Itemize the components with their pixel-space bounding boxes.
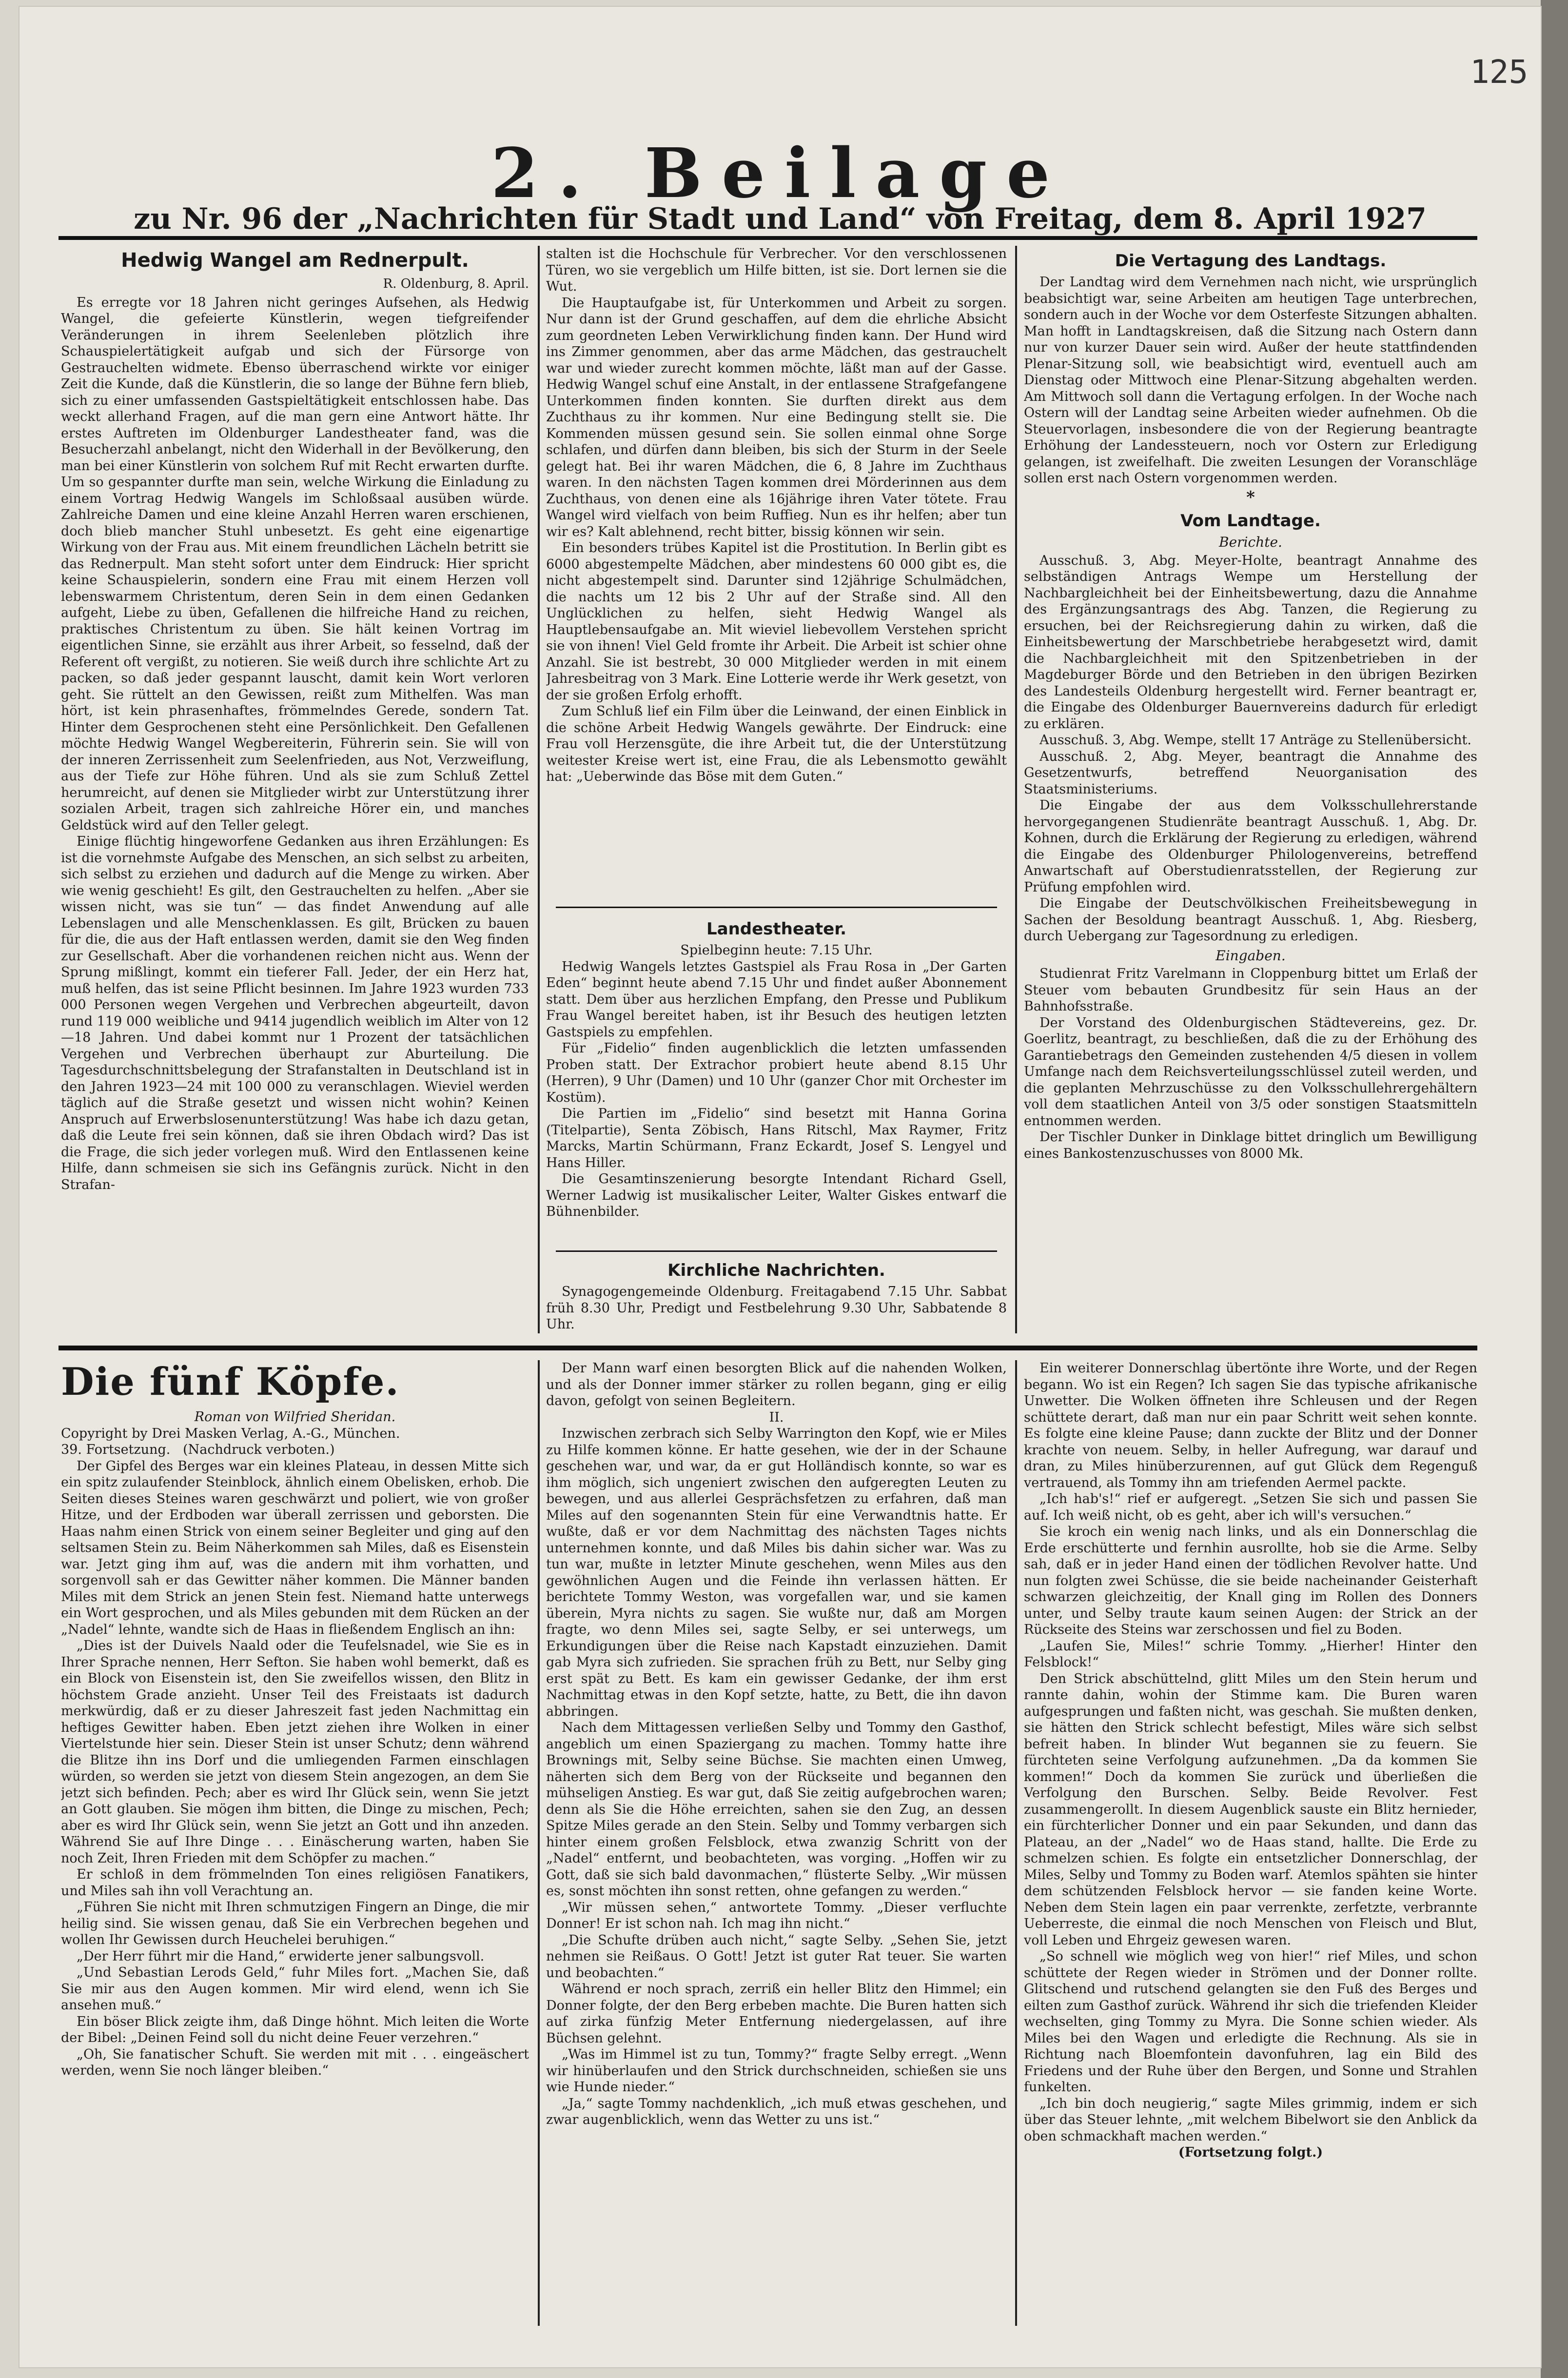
theater-paragraph: Spielbeginn heute: 7.15 Uhr.	[680, 943, 873, 958]
section-rule	[556, 1250, 997, 1252]
feuilleton-rule	[59, 1346, 1477, 1350]
novel-paragraph: Während er noch sprach, zerriß ein heller Blitz den Himmel; ein Donner folgte, der den Berg erbeben machte. Die Buren hatten sich auf zirka fünfzig Meter Entfernung niedergelassen, auf ihre Büchsen gelehnt.	[546, 1982, 1007, 2046]
novel-paragraph: „Der Herr führt mir die Hand,“ erwiderte jener salbungsvoll.	[77, 1948, 485, 1964]
theater-paragraph: Für „Fidelio“ finden augenblicklich die letzten umfassenden Proben statt. Der Extrachor probiert heute abend 8.15 Uhr (Herren), 9 Uhr (Damen) und 10 Uhr (ganzer Chor mit Orchester im Kostüm).	[546, 1041, 1007, 1105]
novel-paragraph: „Führen Sie nicht mit Ihren schmutzigen Fingern an Dinge, die mir heilig sind. Sie wissen genau, daß Sie ein Verbrechen begehen und wollen Ihr Gewissen durch Heuchelei beruhigen.“	[61, 1900, 529, 1947]
column-divider	[1015, 246, 1017, 1333]
landtag-petition: Der Vorstand des Oldenburgischen Städtevereins, gez. Dr. Goerlitz, beantragt, zu beschließen, daß die zu der Erhöhung des Garantiebetrags den Gemeinden zustehenden 4/5 diesen in vollem Umfange nach dem Reichsverteilungsschlüssel zuteil werden, und die geplanten Mehrzuschüsse zu den Volksschullehrergehältern voll dem staatlichen Anteil von 3/5 oder sonstigen Staatsmitteln entnommen werden.	[1024, 1015, 1477, 1129]
novel-paragraph: „So schnell wie möglich weg von hier!“ rief Miles, und schon schüttete der Regen wieder in Strömen und der Donner rollte. Glitschend und rutschend gelangten sie den Fuß des Berges und eilten zum Gasthof zurück. Während ihr sich die triefenden Kleider wechselten, ging Tommy zu Myra. Die Sonne schien wieder. Als Miles bei den Wagen und erledigte die Rechnung. Als sie in Richtung nach Bloemfontein davonfuhren, lag ein Bild des Friedens und der Ruhe über den Bergen, und Sonne und Strahlen funkelten.	[1024, 1949, 1477, 2095]
section-rule	[556, 907, 997, 908]
novel-paragraph: „Ich bin doch neugierig,“ sagte Miles grimmig, indem er sich über das Steuer lehnte, „mit welchem Bibelwort sie den Anblick da oben schmackhaft machen werden.“	[1024, 2096, 1477, 2144]
headline-landtag: Die Vertagung des Landtags.	[1115, 251, 1387, 271]
novel-subtitle: Roman von Wilfried Sheridan.	[194, 1409, 396, 1425]
supplement-title: 2. Beilage	[490, 134, 1070, 214]
theater-paragraph: Hedwig Wangels letztes Gastspiel als Frau Rosa in „Der Garten Eden“ beginnt heute abend 7.15 Uhr und findet außer Abonnement statt. Dem über aus herzlichen Empfang, den Presse und Publikum Frau Wangel bereitet haben, ist ihr Besuch des heutigen letzten Gastspiels zu empfehlen.	[546, 959, 1007, 1040]
theater-paragraph: Die Gesamtinszenierung besorgte Intendant Richard Gsell, Werner Ladwig ist musikalischer Leiter, Walter Giskes entwarf die Bühnenbilder.	[546, 1171, 1007, 1219]
subhead-berichte: Berichte.	[1219, 534, 1282, 550]
column-top-2c	[546, 1255, 1007, 1333]
novel-paragraph: Ein weiterer Donnerschlag übertönte ihre Worte, und der Regen begann. Wo ist ein Regen? Ich sagen Sie das typische afrikanische Unwetter. Die Wolken öffneten ihre Schleusen und der Regen schüttete derart, daß man nur ein paar Schritt weit sehen konnte. Es folgte eine kleine Pause; dann zuckte der Blitz und der Donner krachte von neuem. Selby, in heller Aufregung, war darauf und dran, zu Miles hinüberzurennen, auf gut Glück dem Regenguß vertrauend, als Tommy ihn am triefenden Aermel packte.	[1024, 1361, 1477, 1490]
column-divider	[1015, 1360, 1017, 2326]
novel-column-2	[546, 1360, 1007, 2326]
masthead-rule	[59, 236, 1477, 240]
landtag-report: Die Eingabe der Deutschvölkischen Freiheitsbewegung in Sachen der Besoldung beantragt Ausschuß. 1, Abg. Riesberg, durch Uebergang zur Tagesordnung zu erledigen.	[1024, 896, 1477, 944]
landtag-paragraph: Der Landtag wird dem Vernehmen nach nicht, wie ursprünglich beabsichtigt war, seine Arbeiten am heutigen Tage unterbrechen, sondern auch in der Woche vor dem Osterfeste Sitzungen abhalten. Man hofft in Landtagskreisen, daß die Sitzung nach Ostern dann nur von kurzer Dauer sein wird. Außer der heute stattfindenden Plenar-Sitzung soll, wie beabsichtigt wird, eventuell auch am Dienstag oder Mittwoch eine Plenar-Sitzung abgehalten werden. Am Mittwoch soll dann die Vertagung erfolgen. In der Woche nach Ostern will der Landtag seine Arbeiten wieder aufnehmen. Ob die Steuervorlagen, insbesondere die von der Regierung beantragte Erhöhung der Landessteuern, noch vor Ostern zur Erledigung gelangen, ist zweifelhaft. Die zweiten Lesungen der Voranschläge sollen erst nach Ostern vorgenommen werden.	[1024, 275, 1477, 486]
novel-paragraph: Der Gipfel des Berges war ein kleines Plateau, in dessen Mitte sich ein spitz zulaufender Steinblock, ähnlich einem Obelisken, erhob. Die Seiten dieses Steines waren geschwärzt und poliert, wie von großer Hitze, und der Erdboden war überall zerrissen und geborsten. Die Haas nahm einen Strick von einem seiner Begleiter und ging auf den seltsamen Stein zu. Beim Näherkommen sah Miles, daß es Eisenstein war. Jetzt ging ihm auf, was die andern mit ihm vorhatten, und sorgenvoll sah er das Gewitter näher kommen. Die Männer banden Miles mit dem Strick an jenen Stein fest. Niemand hatte unterwegs ein Wort gesprochen, und als Miles gebunden mit dem Rücken an der „Nadel“ lehnte, wandte sich de Haas in fließendem Englisch an ihn:	[61, 1458, 529, 1637]
novel-paragraph: „Oh, Sie fanatischer Schuft. Sie werden mit mit . . . eingeäschert werden, wenn Sie noch länger bleiben.“	[61, 2046, 529, 2078]
wangel-paragraph: Zum Schluß lief ein Film über die Leinwand, der einen Einblick in die schöne Arbeit Hedwig Wangels gewährte. Der Eindruck: eine Frau voll Herzensgüte, die ihre Arbeit tut, die der Unterstützung weitester Kreise wert ist, eine Frau, die als Lebensmotto gewählt hat: „Ueberwinde das Böse mit dem Guten.“	[546, 704, 1007, 784]
wangel-paragraph: Ein besonders trübes Kapitel ist die Prostitution. In Berlin gibt es 6000 abgestempelte Mädchen, aber mindestens 60 000 gibt es, die nicht abgestempelt sind. Darunter sind 12jährige Schulmädchen, die nachts um 12 bis 2 Uhr auf der Straße sind. All den Unglücklichen zu helfen, sieht Hedwig Wangel als Hauptlebensaufgabe an. Mit wieviel liebevollem Verstehen spricht sie von ihnen! Viel Geld fromte ihr Arbeit. Die Arbeit ist schier ohne Anzahl. Sie ist bestrebt, 30 000 Mitglieder werden in mit einem Jahresbeitrag von 3 Mark. Eine Lotterie werde ihr Werk gesetzt, von der sie großen Erfolg erhofft.	[546, 540, 1007, 703]
novel-paragraph: „Ich hab's!“ rief er aufgeregt. „Setzen Sie sich und passen Sie auf. Ich weiß nicht, ob es geht, aber ich will's versuchen.“	[1024, 1491, 1477, 1523]
novel-paragraph: Sie kroch ein wenig nach links, und als ein Donnerschlag die Erde erschütterte und fernhin ausrollte, hob sie die Arme. Selby sah, daß er in jeder Hand einen der tödlichen Revolver hatte. Und nun folgten zwei Schüsse, die sie beide nacheinander Geisterhaft schwarzen gleichzeitig, der Knall ging im Rollen des Donners unter, und Selby traute kaum seinen Augen: der Strick an der Rückseite des Steins war zerschossen und fiel zu Boden.	[1024, 1524, 1477, 1637]
headline-theater: Landestheater.	[706, 919, 847, 939]
column-top-2	[546, 246, 1007, 870]
novel-installment	[61, 1442, 529, 1458]
novel-paragraph: Nach dem Mittagessen verließen Selby und Tommy den Gasthof, angeblich um einen Spaziergang zu machen. Tommy hatte ihre Brownings mit, Selby seine Büchse. Sie machten einen Umweg, näherten sich dem Berg von der Rückseite und begannen den mühseligen Anstieg. Es war gut, daß Sie zeitig aufgebrochen waren; denn als Sie die Höhe erreichten, sahen sie den Zug, an dessen Spitze Miles gerade an den Stein. Selby und Tommy verbargen sich hinter einem großen Felsblock, etwa zwanzig Schritt von der „Nadel“ entfernt, und beobachteten, was vorging. „Hoffen wir zu Gott, daß sie sich bald davonmachen,“ flüsterte Selby. „Wir müssen es, sonst möchten ihn sonst retten, ohne gefangen zu werden.“	[546, 1720, 1007, 1899]
wangel-paragraph: Einige flüchtig hingeworfene Gedanken aus ihren Erzählungen: Es ist die vornehmste Aufgabe des Menschen, an sich selbst zu arbeiten, sich selbst zu erziehen und dadurch auf die Menge zu wirken. Aber wie wenig geschieht! Es gilt, den Gestrauchelten zu helfen. „Aber sie wissen nicht, was sie tun“ — das findet Anwendung auf alle Lebenslagen und alle Menschenklassen. Es gilt, Brücken zu bauen für die, die aus der Haft entlassen werden, damit sie den Weg finden zur Gesellschaft. Aber die vorhandenen reichen nicht aus. Wenn der Sprung mißlingt, kommt ein tieferer Fall. Jeder, der ein Herz hat, muß helfen, das ist seine Pflicht besinnen. Im Jahre 1923 wurden 733 000 Personen wegen Vergehen und Verbrechen abgeurteilt, davon rund 119 000 weibliche und 9414 jugendlich weiblich im Alter von 12—18 Jahren. Und dabei kommt nur 1 Prozent der tatsächlichen Vergehen und Verbrechen überhaupt zur Aburteilung. Die Tagesdurchschnittsbelegung der Strafanstalten in Deutschland ist in den Jahren 1923—24 mit 100 000 zu veranschlagen. Wieviel werden täglich auf die Straße gesetzt und wissen nicht wohin? Keinen Anspruch auf Erwerbslosenunterstützung! Was habe ich dazu getan, daß die Leute frei sein können, daß sie ihren Obdach wird? Das ist die Frage, die sich jeder vorlegen muß. Wird den Entlassenen keine Hilfe, dann schmeisen sie sich ins Gefängnis zurück. Nicht in den Strafan-	[61, 834, 529, 1192]
landtag-petition: Studienrat Fritz Varelmann in Cloppenburg bittet um Erlaß der Steuer vom bebauten Grundbesitz für sein Haus an der Bahnhofsstraße.	[1024, 966, 1477, 1014]
headline-vomlandtage: Vom Landtage.	[1180, 511, 1321, 531]
landtag-report: Die Eingabe der aus dem Volksschullehrerstande hervorgegangenen Studienräte beantragt Ausschuß. 1, Abg. Dr. Kohnen, durch die Erklärung der Regierung zu erledigen, während die Eingabe des Oldenburger Philologenvereins, betreffend Anwartschaft auf Oberstudienratsstellen, der Regierung zur Prüfung empfohlen wird.	[1024, 798, 1477, 895]
newspaper-page	[20, 7, 1541, 2367]
dateline-wangel: R. Oldenburg, 8. April.	[383, 277, 529, 291]
novel-paragraph: „Wir müssen sehen,“ antwortete Tommy. „Dieser verfluchte Donner! Er ist schon nah. Ich mag ihn nicht.“	[546, 1900, 1007, 1931]
chapter-number: II.	[769, 1409, 784, 1425]
novel-paragraph: „Dies ist der Duivels Naald oder die Teufelsnadel, wie Sie es in Ihrer Sprache nennen, Herr Sefton. Sie haben wohl bemerkt, daß es ein Block von Eisenstein ist, den Sie zweifellos wissen, den Blitz in höchstem Grade anzieht. Unser Teil des Freistaats ist dadurch merkwürdig, daß er zu dieser Jahreszeit fast jeden Nachmittag ein heftiges Gewitter haben. Eben jetzt ziehen ihre Wolken in einer Viertelstunde hier sein. Dieser Stein ist unser Schutz; denn während die Blitze ihn ins Dorf und die umliegenden Farmen einschlagen würden, so werden sie jetzt von diesem Stein angezogen, an dem Sie jetzt sich befinden. Pech; aber es wird Ihr Glück sein, wenn Sie jetzt an Gott glauben. Sie mögen ihm bitten, die Dinge zu mischen, Pech; aber es wird Ihr Glück sein, wenn Sie jetzt an Gott und ihn anzeden. Während Sie auf Ihre Dinge . . . Einäscherung warten, haben Sie noch Zeit, Ihren Frieden mit dem Schöpfer zu machen.“	[61, 1638, 529, 1866]
novel-copyright: Copyright by Drei Masken Verlag, A.-G., München.	[61, 1426, 400, 1441]
wangel-paragraph: Die Hauptaufgabe ist, für Unterkommen und Arbeit zu sorgen. Nur dann ist der Grund geschaffen, auf dem die ehrliche Absicht zum geordneten Leben Verwirklichung finden kann. Der Hund wird ins Zimmer genommen, aber das arme Mädchen, das gestrauchelt war und wieder zurecht kommen möchte, läßt man auf der Gasse. Hedwig Wangel schuf eine Anstalt, in der entlassene Strafgefangene Unterkommen finden konnten. Sie durften direkt aus dem Zuchthaus zu ihr kommen. Nur eine Bedingung stellt sie. Die Kommenden müssen gesund sein. Sie sollen einmal ohne Sorge schlafen, und dürfen dann bleiben, bis sich der Sturm in der Seele gelegt hat. Bei ihr waren Mädchen, die 6, 8 Jahre im Zuchthaus waren. In den nächsten Tagen kommen drei Mörderinnen aus dem Zuchthaus, von denen eine als 16jährige ihren Vater tötete. Frau Wangel wird vielfach von beim Ruffieg. Nun es ihr helfen; aber tun wir es? Kalt ablehnend, recht bitter, bissig können wir sein.	[546, 295, 1007, 539]
subhead-eingaben: Eingaben.	[1215, 947, 1286, 964]
column-top-3	[1024, 246, 1477, 1333]
theater-paragraph: Die Partien im „Fidelio“ sind besetzt mit Hanna Gorina (Titelpartie), Senta Zöbisch, Hans Ritschl, Max Raymer, Fritz Marcks, Martin Schürmann, Franz Eckardt, Josef S. Lengyel und Hans Hiller.	[546, 1106, 1007, 1170]
novel-paragraph: „Laufen Sie, Miles!“ schrie Tommy. „Hierher! Hinter den Felsblock!“	[1024, 1638, 1477, 1670]
landtag-report: Ausschuß. 2, Abg. Meyer, beantragt die Annahme des Gesetzentwurfs, betreffend Neuorganisation des Staatsministeriums.	[1024, 749, 1477, 797]
supplement-subtitle: zu Nr. 96 der „Nachrichten für Stadt und Land“ von Freitag, dem 8. April 1927	[134, 202, 1427, 236]
headline-wangel: Hedwig Wangel am Rednerpult.	[121, 249, 469, 272]
novel-column-1	[61, 1360, 529, 2326]
novel-title: Die fünf Köpfe.	[61, 1360, 400, 1404]
column-top-1	[61, 246, 529, 1333]
novel-paragraph: Er schloß in dem frömmelnden Ton eines religiösen Fanatikers, und Miles sah ihn voll Verachtung an.	[61, 1867, 529, 1899]
headline-church: Kirchliche Nachrichten.	[667, 1261, 885, 1280]
wangel-paragraph: stalten ist die Hochschule für Verbrecher. Vor den verschlossenen Türen, wo sie vergeblich um Hilfe bitten, ist sie. Dort lernen sie die Wut.	[546, 246, 1007, 294]
novel-paragraph: Den Strick abschüttelnd, glitt Miles um den Stein herum und rannte dahin, wohin der Stimme kam. Die Buren waren aufgesprungen und faßten nicht, was geschah. Sie mußten denken, sie hätten den Strick schlecht befestigt, Miles wäre sich selbst befreit haben. In blinder Wut begannen sie zu feuern. Sie fürchteten seine Verfolgung aufzunehmen. „Da da kommen Sie kommen!“ Doch da kommen Sie zurück und überließen die Verfolgung den Burschen. Selby. Beide Revolver. Fest zusammengerollt. In diesem Augenblick sauste ein Blitz hernieder, ein fürchterlicher Donner und ein paar Sekunden, und dann das Plateau, an der „Nadel“ wo de Haas stand, hallte. Die Erde zu schmelzen schien. Es folgte ein entsetzlicher Donnerschlag, der Miles, Selby und Tommy zu Boden warf. Atemlos spähten sie hinter dem schützenden Felsblock hervor — sie fanden keine Worte. Neben dem Stein lagen ein paar verrenkte, zerfetzte, verbrannte Ueberreste, die einmal die noch Menschen von Fleisch und Blut, voll Leben und Ehrgeiz gewesen waren.	[1024, 1671, 1477, 1948]
page-number: 125	[1470, 53, 1529, 91]
novel-paragraph: Ein böser Blick zeigte ihm, daß Dinge höhnt. Mich leiten die Worte der Bibel: „Deinen Feind soll du nicht deine Feuer verzehren.“	[61, 2014, 529, 2045]
church-paragraph: Synagogengemeinde Oldenburg. Freitagabend 7.15 Uhr. Sabbat früh 8.30 Uhr, Predigt und Festbelehrung 9.30 Uhr, Sabbatende 8 Uhr.	[546, 1284, 1007, 1332]
to-be-continued: (Fortsetzung folgt.)	[1178, 2145, 1323, 2160]
landtag-report: Ausschuß. 3, Abg. Wempe, stellt 17 Anträge zu Stellenübersicht.	[1039, 733, 1471, 748]
reprint-note: (Nachdruck verboten.)	[183, 1442, 335, 1457]
novel-column-3	[1024, 1360, 1477, 2326]
column-top-2b	[546, 914, 1007, 1250]
wangel-paragraph: Es erregte vor 18 Jahren nicht geringes Aufsehen, als Hedwig Wangel, die gefeierte Künstlerin, wegen tiefgreifender Veränderungen in ihrem Seelenleben plötzlich ihre Schauspielertätigkeit aufgab und sich der Fürsorge von Gestrauchelten widmete. Ebenso überraschend wirkte vor einiger Zeit die Kunde, daß die Künstlerin, die so lange der Bühne fern blieb, sich zu einer umfassenden Gastspieltätigkeit entschlossen habe. Das weckt allerhand Fragen, auf die man gern eine Antwort hätte. Ihr erstes Auftreten im Oldenburger Landestheater fand, was die Besucherzahl anbelangt, nicht den Widerhall in der Bevölkerung, den man bei einer Künstlerin von solchem Ruf mit Recht erwarten durfte. Um so gespannter durfte man sein, welche Wirkung die Einladung zu einem Vortrag Hedwig Wangels im Schloßsaal ausüben würde. Zahlreiche Damen und eine kleine Anzahl Herren waren erschienen, doch blieb mancher Stuhl unbesetzt. Es geht eine eigenartige Wirkung von der Frau aus. Mit einem freundlichen Lächeln betritt sie das Rednerpult. Man steht sofort unter dem Eindruck: Hier spricht keine Schauspielerin, sondern eine Frau mit einem Herzen voll lebenswarmem Christentum, deren Sein in dem einen Gedanken aufgeht, Liebe zu üben, Gefallenen die hilfreiche Hand zu reichen, praktisches Christentum zu üben. Sie hält keinen Vortrag im eigentlichen Sinne, sie erzählt aus ihrer Arbeit, so fesselnd, daß der Referent oft vergißt, zu notieren. Sie weiß durch ihre schlichte Art zu packen, so daß jeder gespannt lauscht, damit kein Wort verloren geht. Sie rüttelt an den Gewissen, reißt zum Mithelfen. Was man hört, ist kein phrasenhaftes, frömmelndes Gerede, sondern Tat. Hinter dem Gesprochenen steht eine Persönlichkeit. Den Gefallenen möchte Hedwig Wangel Wegbereiterin, Führerin sein. Sie will von der inneren Zerrissenheit zum Seelenfrieden, aus Not, Verzweiflung, aus der Tiefe zur Höhe führen. Und als sie zum Schluß Zettel herumreicht, auf denen sie Mitglieder wirbt zur Unterstützung ihrer sozialen Arbeit, tragen sich zahlreiche Hörer ein, und manches Geldstück wird auf den Teller gelegt.	[61, 295, 529, 833]
column-divider	[538, 1360, 540, 2326]
landtag-petition: Der Tischler Dunker in Dinklage bittet dringlich um Bewilligung eines Bankostenzuschusses von 8000 Mk.	[1024, 1130, 1477, 1161]
novel-paragraph: „Und Sebastian Lerods Geld,“ fuhr Miles fort. „Machen Sie, daß Sie mir aus den Augen kommen. Mir wird elend, wenn ich Sie ansehen muß.“	[61, 1965, 529, 2013]
novel-paragraph: Der Mann warf einen besorgten Blick auf die nahenden Wolken, und als der Donner immer stärker zu rollen begann, ging er eilig davon, gefolgt von seinen Begleitern.	[546, 1361, 1007, 1408]
column-divider	[538, 246, 540, 1333]
novel-paragraph: „Die Schufte drüben auch nicht,“ sagte Selby. „Sehen Sie, jetzt nehmen sie Reißaus. O Gott! Jetzt ist guter Rat teuer. Sie warten und beobachten.“	[546, 1932, 1007, 1981]
novel-paragraph: „Was im Himmel ist zu tun, Tommy?“ fragte Selby erregt. „Wenn wir hinüberlaufen und den Strick durchschneiden, schießen sie uns wie Hunde nieder.“	[546, 2047, 1007, 2095]
landtag-report: Ausschuß. 3, Abg. Meyer-Holte, beantragt Annahme des selbständigen Antrags Wempe um Herstellung der Nachbargleichheit bei der Einheitsbewertung, dazu die Annahme des Ergänzungsantrags des Abg. Tanzen, die Regierung zu ersuchen, bei der Reichsregierung dahin zu wirken, daß die Einheitsbewertung der Marschbetriebe herabgesetzt wird, damit die Nachbargleichheit mit den Spitzenbetrieben in der Magdeburger Börde und den Betrieben in den übrigen Bezirken des Landesteils Oldenburg hergestellt wird. Ferner beantragt er, die Eingabe des Oldenburger Bauernvereins dadurch für erledigt zu erklären.	[1024, 553, 1477, 732]
novel-paragraph: „Ja,“ sagte Tommy nachdenklich, „ich muß etwas geschehen, und zwar augenblicklich, wenn das Wetter zu uns ist.“	[546, 2096, 1007, 2127]
novel-paragraph: Inzwischen zerbrach sich Selby Warrington den Kopf, wie er Miles zu Hilfe kommen könne. Er hatte gesehen, wie der in der Schaune geschehen war, und war, da er gut Holländisch konnte, so war es ihm möglich, sich ungeniert zwischen den aufgeregten Leuten zu bewegen, und aus allerlei Gesprächsfetzen zu erfahren, daß man Miles auf den sogenannten Stein für eine Verwandtnis hatte. Er wußte, daß er vor dem Nachmittag des nächsten Tages nichts unternehmen konnte, und daß Miles bis dahin sicher war. Was zu tun war, mußte in letzter Minute geschehen, wenn Miles aus den gewöhnlichen Augen und die Feinde ihn verlassen hätten. Er berichtete Tommy Weston, was vorgefallen war, und sie kamen überein, Myra nichts zu sagen. Sie wußte nur, daß am Morgen fragte, wo denn Miles sei, sagte Selby, er sei unterwegs, um Erkundigungen über die Reise nach Kapstadt einzuziehen. Damit gab Myra sich zufrieden. Sie sprachen früh zu Bett, nur Selby ging erst spät zu Bett. Es kam ein gewisser Gedanke, der ihm erst Nachmittag etwas in den Kopf setzte, hatte, zu Bett, die ihn davon abbringen.	[546, 1426, 1007, 1719]
installment-number: 39. Fortsetzung.	[61, 1442, 171, 1457]
separator-star: *	[1246, 487, 1255, 507]
page-edge-shadow	[1541, 0, 1568, 2378]
